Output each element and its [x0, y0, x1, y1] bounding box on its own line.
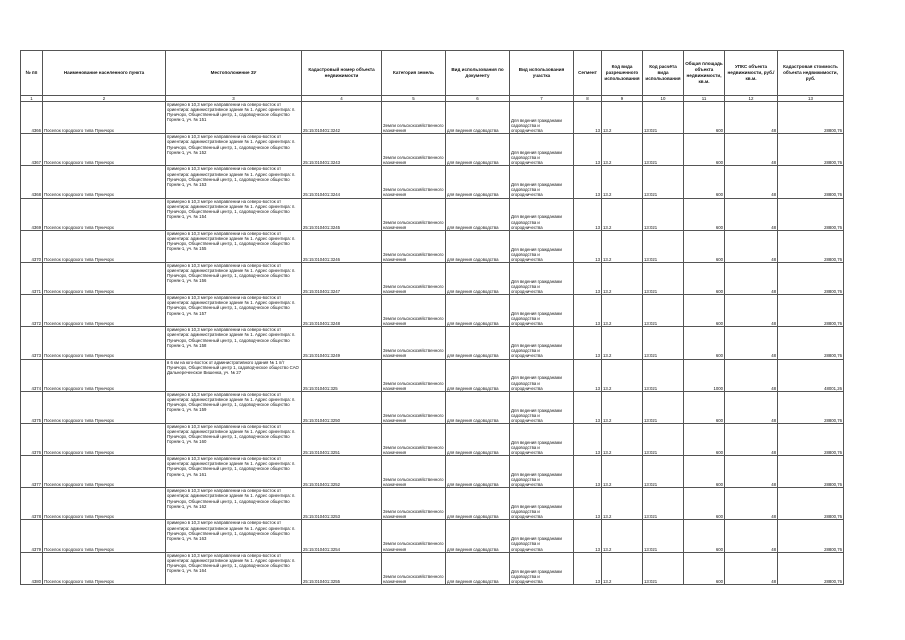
address-cell: примерно в 10,3 метре направлении на северо-восток от ориентира: административное здание № 1. Адрес ориентира: п. Пуничорх, Общественный центр, 1, садоводческое общество Горняк-1, уч. № 162 [166, 488, 302, 520]
parcel-use-cell: Для ведения гражданами садоводства и огородничества [510, 230, 574, 262]
calc-code-cell: 13:021 [643, 423, 684, 455]
row-number-cell: 4366 [21, 102, 43, 134]
table-row [21, 327, 844, 359]
cadastral-number-cell: 25:15:010401:3254 [302, 520, 382, 552]
upks-cell: 48 [725, 230, 778, 262]
table-row [21, 295, 844, 327]
upks-cell: 48 [725, 456, 778, 488]
area-cell: 600 [684, 134, 725, 166]
segment-cell: 13 [574, 520, 602, 552]
calc-code-cell: 13:021 [643, 520, 684, 552]
calc-code-cell: 13:021 [643, 198, 684, 230]
cadastral-number-cell: 25:15:010401:3252 [302, 456, 382, 488]
segment-cell: 13 [574, 262, 602, 294]
column-number-cell: 4 [302, 96, 382, 102]
address-cell: примерно в 10,3 метре направлении на северо-восток от ориентира: административное здание № 1. Адрес ориентира: п. Пуничорх, Общественный центр, 1, садоводческое общество Горняк-1, уч. № 161 [166, 456, 302, 488]
land-category-cell: Земли сельскохозяйственного назначения [382, 166, 446, 198]
permitted-use-code-cell: 13.2 [602, 488, 643, 520]
doc-use-cell: для ведения садоводства [446, 134, 510, 166]
row-number-cell: 4379 [21, 520, 43, 552]
area-cell: 600 [684, 456, 725, 488]
header-segment: Сегмент [574, 51, 602, 96]
doc-use-cell: для ведения садоводства [446, 166, 510, 198]
column-number-cell: 9 [602, 96, 643, 102]
doc-use-cell: для ведения садоводства [446, 456, 510, 488]
doc-use-cell: для ведения садоводства [446, 295, 510, 327]
address-cell: примерно в 10,3 метре направлении на северо-восток от ориентира: административное здание № 1. Адрес ориентира: п. Пуничорх, Общественный центр, 1, садоводческое общество Горняк-1, уч. № 152 [166, 134, 302, 166]
header-location: Местоположение ЗУ [166, 51, 302, 96]
cadastral-value-cell: 28800,76 [778, 391, 844, 423]
parcel-use-cell: Для ведения гражданами садоводства и огородничества [510, 198, 574, 230]
land-category-cell: Земли сельскохозяйственного назначения [382, 327, 446, 359]
locality-cell: Поселок городского типа Пуничорх [43, 134, 166, 166]
row-number-cell: 4370 [21, 230, 43, 262]
area-cell: 600 [684, 166, 725, 198]
permitted-use-code-cell: 13.2 [602, 456, 643, 488]
cadastral-number-cell: 25:15:010401:3247 [302, 262, 382, 294]
header-upks: УПКС объекта недвижимости, руб./кв.м. [725, 51, 778, 96]
locality-cell: Поселок городского типа Пуничорх [43, 262, 166, 294]
header-area: Общая площадь объекта недвижимости, кв.м. [684, 51, 725, 96]
segment-cell: 13 [574, 295, 602, 327]
cadastral-value-cell: 28800,76 [778, 327, 844, 359]
locality-cell: Поселок городского типа Пуничорх [43, 456, 166, 488]
parcel-use-cell: Для ведения гражданами садоводства и огородничества [510, 327, 574, 359]
address-cell: примерно в 10,3 метре направлении на северо-восток от ориентира: административное здание № 1. Адрес ориентира: п. Пуничорх, Общественный центр, 1, садоводческое общество Горняк-1, уч. № 155 [166, 230, 302, 262]
cadastral-value-cell: 28800,76 [778, 295, 844, 327]
doc-use-cell: для ведения садоводства [446, 198, 510, 230]
cadastral-value-cell: 28800,76 [778, 102, 844, 134]
column-number-cell: 13 [778, 96, 844, 102]
column-number-cell: 11 [684, 96, 725, 102]
area-cell: 600 [684, 327, 725, 359]
locality-cell: Поселок городского типа Пуничорх [43, 391, 166, 423]
calc-code-cell: 13:021 [643, 488, 684, 520]
cadastral-number-cell: 25:15:010401:3243 [302, 134, 382, 166]
land-category-cell: Земли сельскохозяйственного назначения [382, 198, 446, 230]
upks-cell: 48 [725, 327, 778, 359]
area-cell: 600 [684, 198, 725, 230]
cadastral-number-cell: 25:15:010401:3245 [302, 198, 382, 230]
address-cell: примерно в 10,3 метре направлении на северо-восток от ориентира: административное здание № 1. Адрес ориентира: п. Пуничорх, Общественный центр, 1, садоводческое общество Горняк-1, уч. № 163 [166, 520, 302, 552]
upks-cell: 48 [725, 102, 778, 134]
permitted-use-code-cell: 13.2 [602, 391, 643, 423]
row-number-cell: 4380 [21, 552, 43, 584]
upks-cell: 48 [725, 198, 778, 230]
land-category-cell: Земли сельскохозяйственного назначения [382, 359, 446, 391]
table-row [21, 262, 844, 294]
upks-cell: 48 [725, 552, 778, 584]
segment-cell: 13 [574, 327, 602, 359]
table-row [21, 134, 844, 166]
permitted-use-code-cell: 13.2 [602, 327, 643, 359]
parcel-use-cell: Для ведения гражданами садоводства и огородничества [510, 520, 574, 552]
address-cell: в 6 км на юго-восток от административного здания № 1 п/т Пуничорх, Общественный центр 1, садоводческое общество САО Дальнереченское Вишенка, уч. № 27 [166, 359, 302, 391]
locality-cell: Поселок городского типа Пуничорх [43, 102, 166, 134]
address-cell: примерно в 10,3 метре направлении на северо-восток от ориентира: административное здание № 1. Адрес ориентира: п. Пуничорх, Общественный центр, 1, садоводческое общество Горняк-1, уч. № 154 [166, 198, 302, 230]
cadastral-value-table [20, 50, 844, 585]
row-number-cell: 4374 [21, 359, 43, 391]
area-cell: 600 [684, 295, 725, 327]
upks-cell: 48 [725, 423, 778, 455]
segment-cell: 13 [574, 456, 602, 488]
doc-use-cell: для ведения садоводства [446, 520, 510, 552]
header-calc-code: Код расчёта вида использования [643, 51, 684, 96]
land-category-cell: Земли сельскохозяйственного назначения [382, 423, 446, 455]
doc-use-cell: для ведения садоводства [446, 230, 510, 262]
segment-cell: 13 [574, 230, 602, 262]
land-category-cell: Земли сельскохозяйственного назначения [382, 520, 446, 552]
segment-cell: 13 [574, 423, 602, 455]
address-cell: примерно в 10,3 метре направлении на северо-восток от ориентира: административное здание № 1. Адрес ориентира: п. Пуничорх, Общественный центр, 1, садоводческое общество Горняк-1, уч. № 153 [166, 166, 302, 198]
row-number-cell: 4376 [21, 423, 43, 455]
header-locality: Наименование населенного пункта [43, 51, 166, 96]
upks-cell: 48 [725, 391, 778, 423]
parcel-use-cell: Для ведения гражданами садоводства и огородничества [510, 262, 574, 294]
land-category-cell: Земли сельскохозяйственного назначения [382, 552, 446, 584]
doc-use-cell: для ведения садоводства [446, 488, 510, 520]
address-cell: примерно в 10,3 метре направлении на северо-восток от ориентира: административное здание № 1. Адрес ориентира: п. Пуничорх, Общественный центр, 1, садоводческое общество Горняк-1, уч. № 158 [166, 327, 302, 359]
cadastral-value-cell: 28800,76 [778, 520, 844, 552]
calc-code-cell: 13:021 [643, 295, 684, 327]
land-category-cell: Земли сельскохозяйственного назначения [382, 295, 446, 327]
column-number-cell: 2 [43, 96, 166, 102]
doc-use-cell: для ведения садоводства [446, 391, 510, 423]
table-row [21, 102, 844, 134]
table-row [21, 359, 844, 391]
permitted-use-code-cell: 13.2 [602, 198, 643, 230]
locality-cell: Поселок городского типа Пуничорх [43, 520, 166, 552]
cadastral-value-cell: 28800,76 [778, 134, 844, 166]
locality-cell: Поселок городского типа Пуничорх [43, 552, 166, 584]
upks-cell: 48 [725, 262, 778, 294]
cadastral-number-cell: 25:15:010401:325 [302, 359, 382, 391]
column-number-cell: 6 [446, 96, 510, 102]
table-row [21, 423, 844, 455]
header-number: № пп [21, 51, 43, 96]
table-row [21, 456, 844, 488]
cadastral-value-cell: 28800,76 [778, 552, 844, 584]
locality-cell: Поселок городского типа Пуничорх [43, 295, 166, 327]
row-number-cell: 4371 [21, 262, 43, 294]
address-cell: примерно в 10,3 метре направлении на северо-восток от ориентира: административное здание № 1. Адрес ориентира: п. Пуничорх, Общественный центр, 1, садоводческое общество Горняк-1, уч. № 156 [166, 262, 302, 294]
parcel-use-cell: Для ведения гражданами садоводства и огородничества [510, 391, 574, 423]
segment-cell: 13 [574, 359, 602, 391]
address-cell: примерно в 10,3 метре направлении на северо-восток от ориентира: административное здание № 1. Адрес ориентира: п. Пуничорх, Общественный центр, 1, садоводческое общество Горняк-1, уч. № 159 [166, 391, 302, 423]
table-row [21, 198, 844, 230]
row-number-cell: 4375 [21, 391, 43, 423]
row-number-cell: 4373 [21, 327, 43, 359]
header-row [21, 51, 844, 96]
permitted-use-code-cell: 13.2 [602, 102, 643, 134]
area-cell: 600 [684, 230, 725, 262]
table-row [21, 391, 844, 423]
header-permitted-use-code: Код вида разрешенного использования [602, 51, 643, 96]
area-cell: 600 [684, 552, 725, 584]
table-row [21, 552, 844, 584]
row-number-cell: 4367 [21, 134, 43, 166]
parcel-use-cell: Для ведения гражданами садоводства и огородничества [510, 166, 574, 198]
cadastral-number-cell: 25:15:010401:3248 [302, 295, 382, 327]
permitted-use-code-cell: 13.2 [602, 262, 643, 294]
column-number-cell: 3 [166, 96, 302, 102]
column-number-cell: 1 [21, 96, 43, 102]
locality-cell: Поселок городского типа Пуничорх [43, 488, 166, 520]
upks-cell: 48 [725, 488, 778, 520]
locality-cell: Поселок городского типа Пуничорх [43, 198, 166, 230]
table-row [21, 520, 844, 552]
header-cadastral-number: Кадастровый номер объекта недвижимости [302, 51, 382, 96]
area-cell: 600 [684, 262, 725, 294]
calc-code-cell: 13:021 [643, 552, 684, 584]
cadastral-number-cell: 25:15:010401:3251 [302, 423, 382, 455]
land-category-cell: Земли сельскохозяйственного назначения [382, 488, 446, 520]
cadastral-number-cell: 25:15:010401:3246 [302, 230, 382, 262]
cadastral-value-cell: 28800,76 [778, 198, 844, 230]
table-row [21, 166, 844, 198]
address-cell: примерно в 10,3 метре направлении на северо-восток от ориентира: административное здание № 1. Адрес ориентира: п. Пуничорх, Общественный центр, 1, садоводческое общество Горняк-1, уч. № 164 [166, 552, 302, 584]
row-number-cell: 4369 [21, 198, 43, 230]
header-parcel-use: Вид использования участка [510, 51, 574, 96]
column-number-cell: 12 [725, 96, 778, 102]
permitted-use-code-cell: 13.2 [602, 552, 643, 584]
upks-cell: 48 [725, 166, 778, 198]
segment-cell: 13 [574, 198, 602, 230]
land-category-cell: Земли сельскохозяйственного назначения [382, 391, 446, 423]
doc-use-cell: для ведения садоводства [446, 359, 510, 391]
row-number-cell: 4377 [21, 456, 43, 488]
area-cell: 600 [684, 423, 725, 455]
calc-code-cell: 13:021 [643, 230, 684, 262]
column-number-cell: 7 [510, 96, 574, 102]
permitted-use-code-cell: 13.2 [602, 520, 643, 552]
area-cell: 600 [684, 391, 725, 423]
doc-use-cell: для ведения садоводства [446, 102, 510, 134]
upks-cell: 48 [725, 359, 778, 391]
calc-code-cell: 13:021 [643, 102, 684, 134]
calc-code-cell: 13:021 [643, 359, 684, 391]
segment-cell: 13 [574, 166, 602, 198]
row-number-cell: 4378 [21, 488, 43, 520]
cadastral-number-cell: 25:15:010401:3249 [302, 327, 382, 359]
parcel-use-cell: Для ведения гражданами садоводства и огородничества [510, 102, 574, 134]
calc-code-cell: 13:021 [643, 134, 684, 166]
parcel-use-cell: Для ведения гражданами садоводства и огородничества [510, 359, 574, 391]
permitted-use-code-cell: 13.2 [602, 134, 643, 166]
cadastral-number-cell: 25:15:010401:3250 [302, 391, 382, 423]
cadastral-value-cell: 28800,76 [778, 230, 844, 262]
header-doc-use: Вид использования по документу [446, 51, 510, 96]
doc-use-cell: для ведения садоводства [446, 262, 510, 294]
row-number-cell: 4372 [21, 295, 43, 327]
column-number-cell: 5 [382, 96, 446, 102]
area-cell: 600 [684, 520, 725, 552]
permitted-use-code-cell: 13.2 [602, 230, 643, 262]
cadastral-number-cell: 25:15:010401:3253 [302, 488, 382, 520]
parcel-use-cell: Для ведения гражданами садоводства и огородничества [510, 552, 574, 584]
column-number-cell: 10 [643, 96, 684, 102]
header-land-category: Категория земель [382, 51, 446, 96]
calc-code-cell: 13:021 [643, 166, 684, 198]
segment-cell: 13 [574, 134, 602, 166]
upks-cell: 48 [725, 520, 778, 552]
cadastral-value-cell: 48001,26 [778, 359, 844, 391]
calc-code-cell: 13:021 [643, 327, 684, 359]
column-number-cell: 8 [574, 96, 602, 102]
cadastral-value-cell: 28800,76 [778, 423, 844, 455]
parcel-use-cell: Для ведения гражданами садоводства и огородничества [510, 488, 574, 520]
parcel-use-cell: Для ведения гражданами садоводства и огородничества [510, 295, 574, 327]
table-row [21, 488, 844, 520]
cadastral-value-cell: 28800,76 [778, 262, 844, 294]
calc-code-cell: 13:021 [643, 391, 684, 423]
locality-cell: Поселок городского типа Пуничорх [43, 423, 166, 455]
land-category-cell: Земли сельскохозяйственного назначения [382, 102, 446, 134]
locality-cell: Поселок городского типа Пуничорх [43, 166, 166, 198]
permitted-use-code-cell: 13.2 [602, 295, 643, 327]
area-cell: 600 [684, 102, 725, 134]
cadastral-value-cell: 28800,76 [778, 166, 844, 198]
segment-cell: 13 [574, 552, 602, 584]
calc-code-cell: 13:021 [643, 456, 684, 488]
locality-cell: Поселок городского типа Пуничорх [43, 359, 166, 391]
locality-cell: Поселок городского типа Пуничорх [43, 327, 166, 359]
parcel-use-cell: Для ведения гражданами садоводства и огородничества [510, 423, 574, 455]
address-cell: примерно в 10,3 метре направлении на северо-восток от ориентира: административное здание № 1. Адрес ориентира: п. Пуничорх, Общественный центр, 1, садоводческое общество Горняк-1, уч. № 157 [166, 295, 302, 327]
segment-cell: 13 [574, 102, 602, 134]
calc-code-cell: 13:021 [643, 262, 684, 294]
land-category-cell: Земли сельскохозяйственного назначения [382, 456, 446, 488]
table-row [21, 230, 844, 262]
upks-cell: 48 [725, 295, 778, 327]
land-category-cell: Земли сельскохозяйственного назначения [382, 262, 446, 294]
permitted-use-code-cell: 13.2 [602, 423, 643, 455]
cadastral-number-cell: 25:15:010401:3244 [302, 166, 382, 198]
segment-cell: 13 [574, 391, 602, 423]
area-cell: 1000 [684, 359, 725, 391]
doc-use-cell: для ведения садоводства [446, 327, 510, 359]
cadastral-value-cell: 28800,76 [778, 488, 844, 520]
land-category-cell: Земли сельскохозяйственного назначения [382, 230, 446, 262]
land-category-cell: Земли сельскохозяйственного назначения [382, 134, 446, 166]
upks-cell: 48 [725, 134, 778, 166]
parcel-use-cell: Для ведения гражданами садоводства и огородничества [510, 134, 574, 166]
cadastral-value-cell: 28800,76 [778, 456, 844, 488]
doc-use-cell: для ведения садоводства [446, 423, 510, 455]
permitted-use-code-cell: 13.2 [602, 359, 643, 391]
header-cadastral-value: Кадастровая стоимость объекта недвижимости, руб. [778, 51, 844, 96]
locality-cell: Поселок городского типа Пуничорх [43, 230, 166, 262]
area-cell: 600 [684, 488, 725, 520]
address-cell: примерно в 10,3 метре направлении на северо-восток от ориентира: административное здание № 1. Адрес ориентира: п. Пуничорх, Общественный центр, 1, садоводческое общество Горняк-1, уч. № 151 [166, 102, 302, 134]
doc-use-cell: для ведения садоводства [446, 552, 510, 584]
cadastral-number-cell: 25:15:010401:3242 [302, 102, 382, 134]
row-number-cell: 4368 [21, 166, 43, 198]
parcel-use-cell: Для ведения гражданами садоводства и огородничества [510, 456, 574, 488]
cadastral-number-cell: 25:15:010401:3255 [302, 552, 382, 584]
permitted-use-code-cell: 13.2 [602, 166, 643, 198]
segment-cell: 13 [574, 488, 602, 520]
address-cell: примерно в 10,3 метре направлении на северо-восток от ориентира: административное здание № 1. Адрес ориентира: п. Пуничорх, Общественный центр, 1, садоводческое общество Горняк-1, уч. № 160 [166, 423, 302, 455]
